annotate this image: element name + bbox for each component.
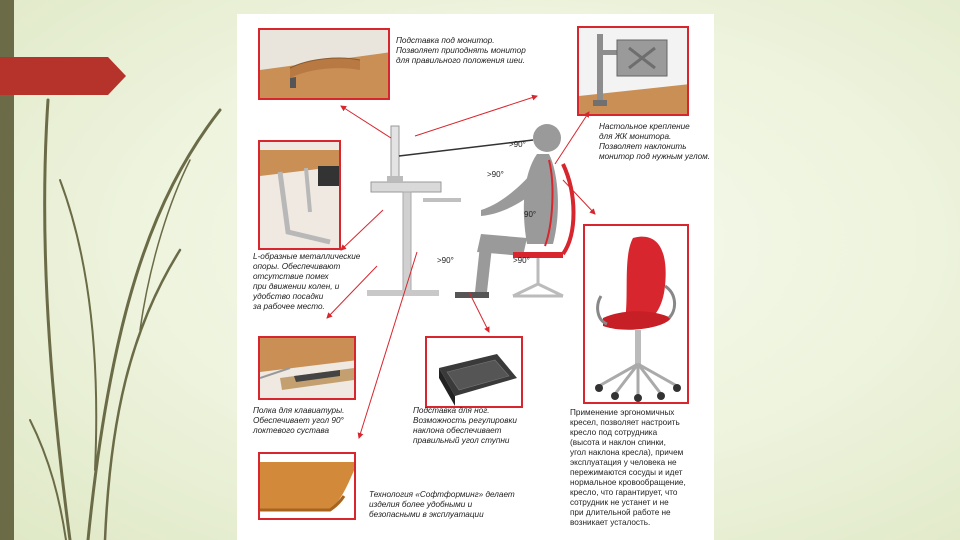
softforming-caption: Технология «Софтформинг» делает изделия более удобными и безопасными в эксплуатации xyxy=(369,490,515,519)
footrest-caption: Подставка для ног. Возможность регулировки наклона обеспечивает правильный угол ступни xyxy=(413,406,517,445)
keyboard-shelf-caption: Полка для клавиатуры. Обеспечивает угол 90° локтевого сустава xyxy=(253,406,345,435)
grass-decoration xyxy=(0,0,240,540)
angle-knee: >90° xyxy=(513,256,530,265)
angle-elbow: 90° xyxy=(524,210,537,219)
angle-hip: >90° xyxy=(437,256,454,265)
monitor-stand-caption: Подставка под монитор. Позволяет приподнять монитор для правильного положения шеи. xyxy=(396,36,526,65)
legs-caption: L-образные металлические опоры. Обеспечивают отсутствие помех при движении колен, и удобство посадки за рабочее место. xyxy=(253,252,361,311)
ergonomics-poster xyxy=(237,14,714,540)
angle-shoulder: >90° xyxy=(487,170,504,179)
chair-caption: Применение эргономичных кресел, позволяет настроить кресло под сотрудника (высота и наклон спинки, угол наклона кресла), причем эксплуатация у человека не пережимаются сосуды и идет нормальное кровообращение, кресло, что гарантирует, что сотрудник не устанет и не при длительной работе не возникает усталость. xyxy=(570,408,686,527)
angle-eye: >90° xyxy=(509,140,526,149)
lcd-mount-caption: Настольное крепление для ЖК монитора. Позволяет наклонить монитор под нужным углом. xyxy=(599,122,711,161)
pointer-arrows xyxy=(237,14,714,540)
